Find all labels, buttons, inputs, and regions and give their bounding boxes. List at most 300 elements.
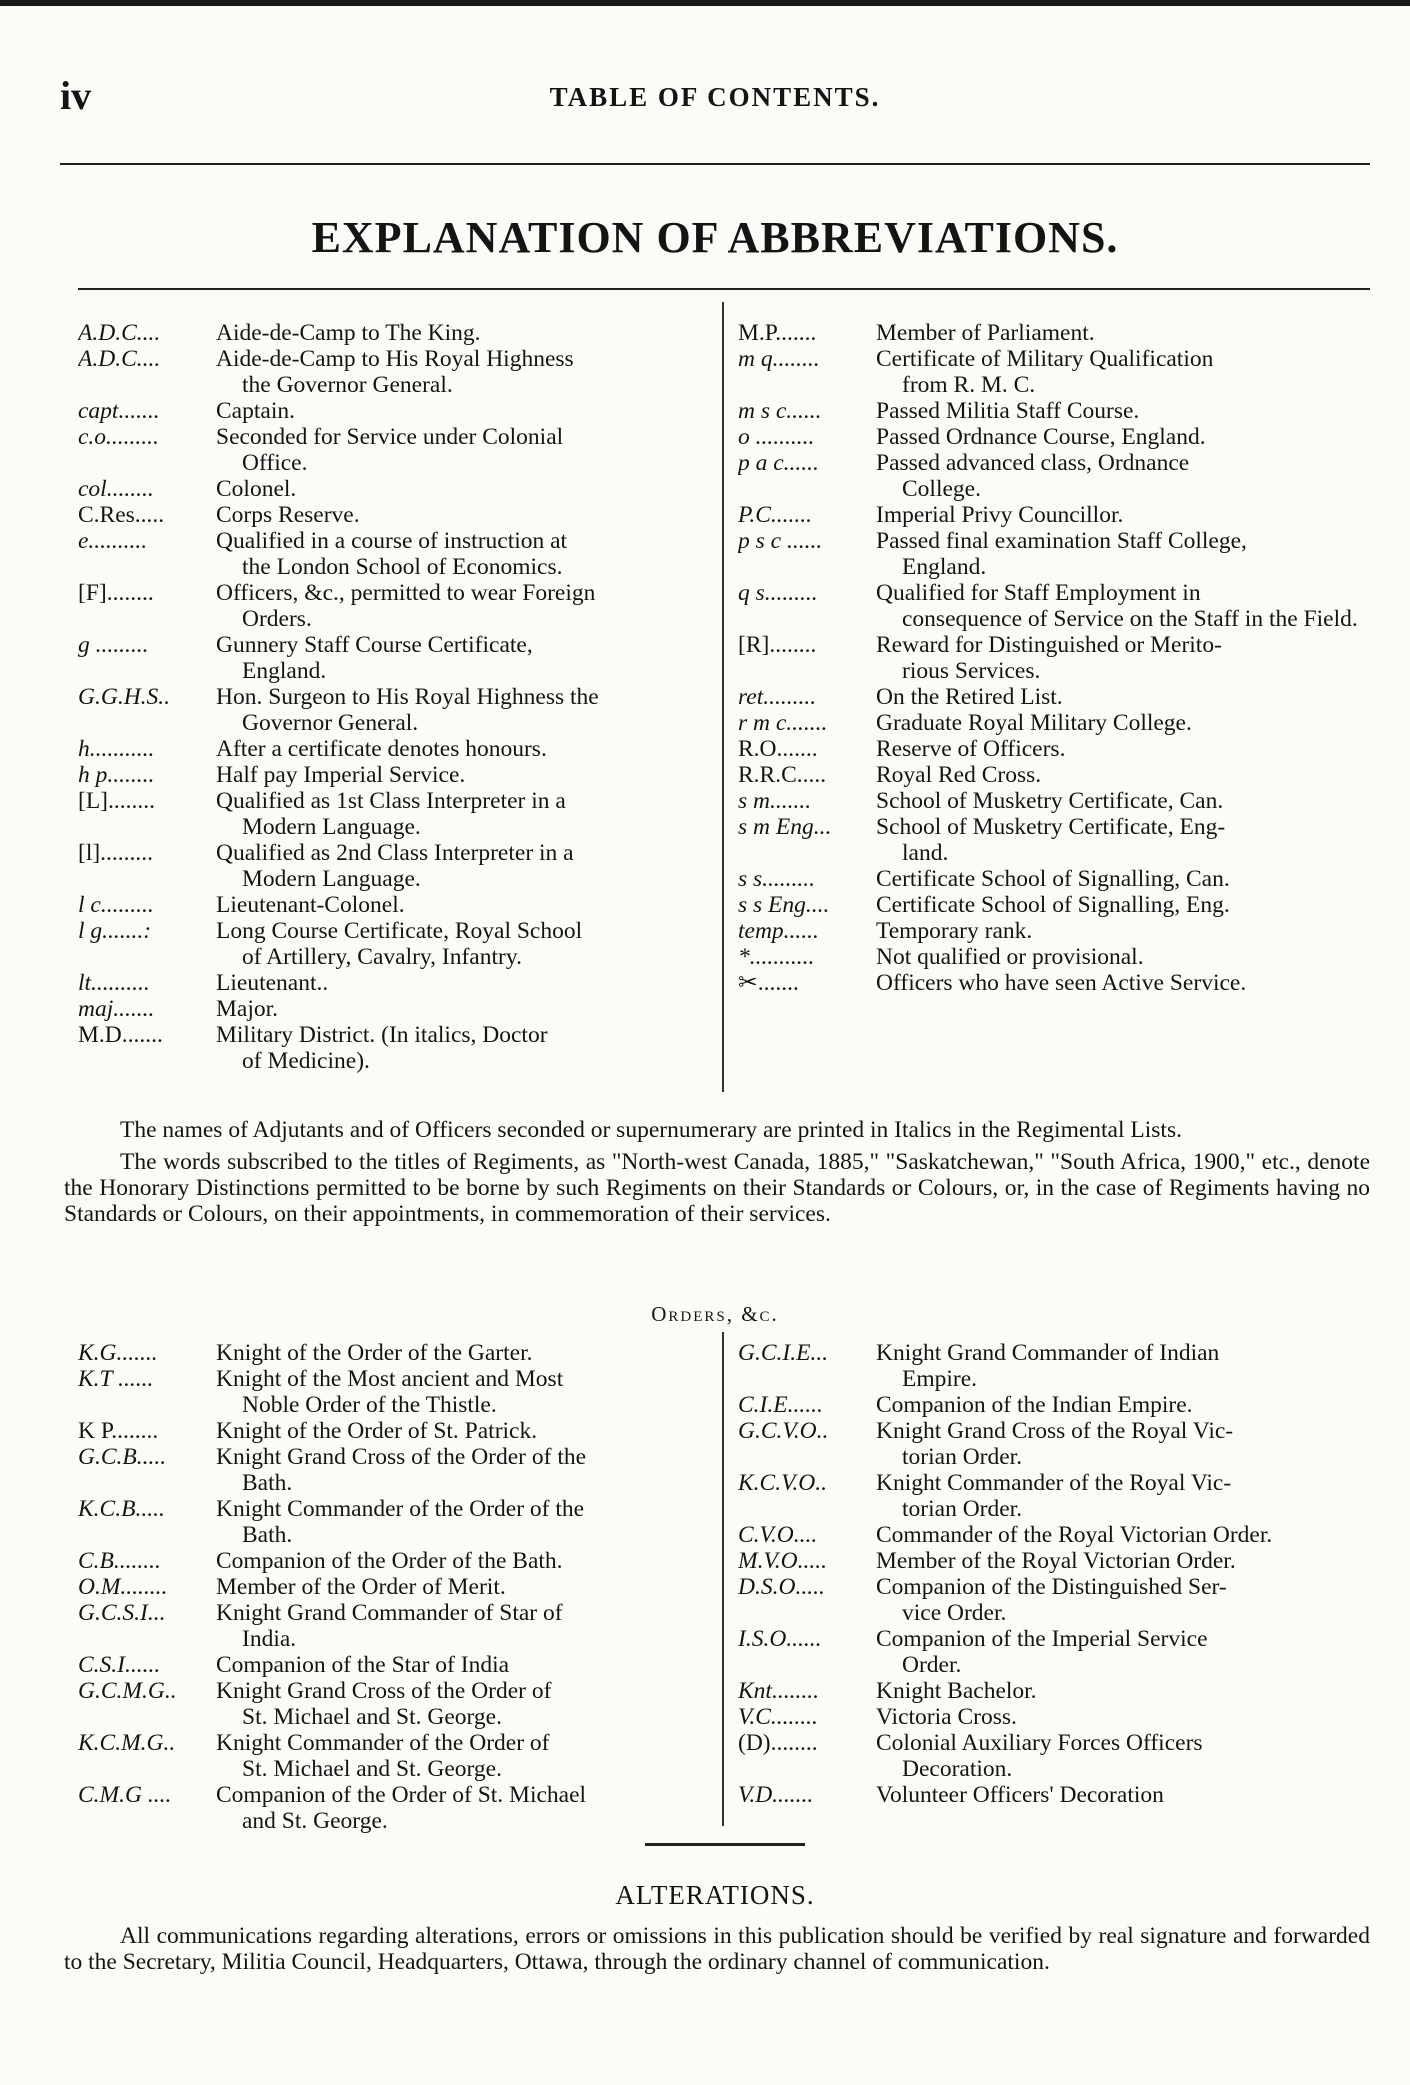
- definition-text: Commander of the Royal Victorian Order.: [876, 1522, 1273, 1548]
- abbreviation-entry: [738, 398, 1368, 424]
- abbreviation-entry: [738, 944, 1368, 970]
- definition-text: Member of Parliament.: [876, 320, 1095, 346]
- abbreviation-definition: [876, 1470, 1368, 1522]
- definition-text: Royal Red Cross.: [876, 762, 1042, 788]
- abbreviation-definition: [216, 1496, 706, 1548]
- definition-continuation: Modern Language.: [242, 814, 421, 840]
- abbreviation-term: G.G.H.S..: [78, 684, 171, 710]
- abbreviation-entry: [738, 1418, 1368, 1470]
- definition-text: Knight of the Order of St. Patrick.: [216, 1418, 538, 1444]
- definition-text: Knight Commander of the Order of: [216, 1730, 550, 1756]
- definition-text: Colonel.: [216, 476, 297, 502]
- abbreviation-entry: [78, 502, 706, 528]
- abbreviation-definition: [216, 892, 706, 918]
- abbreviation-term: R.R.C.....: [738, 762, 827, 788]
- definition-text: Long Course Certificate, Royal School: [216, 918, 583, 944]
- abbreviation-entry: [738, 1470, 1368, 1522]
- abbreviation-definition: [876, 1574, 1368, 1626]
- abbreviation-term: m s c......: [738, 398, 822, 424]
- abbreviation-entry: [78, 1652, 706, 1678]
- abbreviation-definition: [216, 684, 706, 736]
- definition-text: Officers, &c., permitted to wear Foreign: [216, 580, 596, 606]
- abbreviation-term: I.S.O......: [738, 1626, 822, 1652]
- abbreviation-definition: [216, 1022, 706, 1074]
- definition-continuation: torian Order.: [902, 1444, 1023, 1470]
- abbreviation-entry: [78, 736, 706, 762]
- definition-continuation: Bath.: [242, 1522, 293, 1548]
- definition-continuation: consequence of Service on the Staff in the Field.: [902, 606, 1358, 632]
- abbreviation-definition: [216, 970, 706, 996]
- section-rule: [645, 1843, 805, 1846]
- abbreviation-entry: [738, 710, 1368, 736]
- abbreviation-definition: [216, 320, 706, 346]
- abbreviation-term: Knt........: [738, 1678, 819, 1704]
- abbreviation-term: C.M.G ....: [78, 1782, 172, 1808]
- abbreviation-definition: [216, 346, 706, 398]
- definition-text: Knight Bachelor.: [876, 1678, 1037, 1704]
- abbreviation-term: g .........: [78, 632, 149, 658]
- definition-continuation: England.: [242, 658, 327, 684]
- abbreviation-entry: [78, 684, 706, 736]
- abbreviation-definition: [216, 1444, 706, 1496]
- abbreviation-term: e..........: [78, 528, 148, 554]
- abbreviation-definition: [876, 918, 1368, 944]
- abbreviation-entry: [738, 1522, 1368, 1548]
- abbreviation-term: K P........: [78, 1418, 159, 1444]
- definition-continuation: St. Michael and St. George.: [242, 1704, 502, 1730]
- definition-text: Hon. Surgeon to His Royal Highness the: [216, 684, 599, 710]
- notes-block: [64, 1117, 1370, 1227]
- abbreviation-entry: [78, 476, 706, 502]
- definition-text: School of Musketry Certificate, Can.: [876, 788, 1224, 814]
- abbreviation-entry: [738, 970, 1368, 996]
- abbreviation-definition: [876, 1704, 1368, 1730]
- abbreviation-definition: [216, 632, 706, 684]
- abbreviation-definition: [876, 398, 1368, 424]
- definition-continuation: torian Order.: [902, 1496, 1023, 1522]
- abbreviation-term: K.C.V.O..: [738, 1470, 828, 1496]
- definition-text: Reserve of Officers.: [876, 736, 1066, 762]
- abbreviation-term: [L]........: [78, 788, 156, 814]
- abbreviation-entry: [738, 1704, 1368, 1730]
- definition-text: Knight of the Most ancient and Most: [216, 1366, 564, 1392]
- abbreviation-definition: [876, 970, 1368, 996]
- abbreviation-entry: [738, 346, 1368, 398]
- orders-left-column: [78, 1340, 706, 1834]
- abbreviation-entry: [738, 814, 1368, 866]
- abbreviation-definition: [876, 814, 1368, 866]
- abbreviation-entry: [738, 866, 1368, 892]
- definition-text: Knight Commander of the Royal Vic-: [876, 1470, 1232, 1496]
- abbreviation-term: ✂.......: [738, 970, 799, 996]
- abbreviation-term: *...........: [738, 944, 815, 970]
- definition-text: Knight Grand Cross of the Order of the: [216, 1444, 587, 1470]
- definition-text: On the Retired List.: [876, 684, 1063, 710]
- abbreviation-entry: [78, 424, 706, 476]
- definition-text: Lieutenant..: [216, 970, 329, 996]
- definition-text: Passed Militia Staff Course.: [876, 398, 1140, 424]
- abbreviation-term: p s c ......: [738, 528, 823, 554]
- definition-continuation: Decoration.: [902, 1756, 1013, 1782]
- abbreviation-entry: [78, 1340, 706, 1366]
- definition-continuation: England.: [902, 554, 987, 580]
- abbreviation-entry: [78, 346, 706, 398]
- column-divider: [722, 302, 724, 1092]
- abbreviation-term: s m.......: [738, 788, 812, 814]
- abbreviation-term: maj.......: [78, 996, 155, 1022]
- definition-text: Member of the Order of Merit.: [216, 1574, 506, 1600]
- abbreviation-entry: [78, 320, 706, 346]
- abbreviation-definition: [876, 684, 1368, 710]
- abbreviation-definition: [216, 1418, 706, 1444]
- abbreviation-entry: [738, 762, 1368, 788]
- definition-text: Companion of the Order of the Bath.: [216, 1548, 563, 1574]
- abbreviation-term: O.M........: [78, 1574, 168, 1600]
- definition-text: Certificate School of Signalling, Eng.: [876, 892, 1230, 918]
- abbreviation-entry: [738, 788, 1368, 814]
- abbreviation-term: ret.........: [738, 684, 817, 710]
- abbreviation-entry: [738, 320, 1368, 346]
- abbreviation-entry: [78, 1782, 706, 1834]
- definition-text: Volunteer Officers' Decoration: [876, 1782, 1164, 1808]
- definition-text: Officers who have seen Active Service.: [876, 970, 1247, 996]
- definition-text: Passed final examination Staff College,: [876, 528, 1247, 554]
- abbreviation-entry: [738, 1782, 1368, 1808]
- abbreviation-term: (D)........: [738, 1730, 818, 1756]
- abbreviation-entry: [78, 996, 706, 1022]
- abbreviation-entry: [738, 580, 1368, 632]
- abbreviations-right-column: [738, 320, 1368, 996]
- definition-text: Knight of the Order of the Garter.: [216, 1340, 533, 1366]
- abbreviation-entry: [738, 424, 1368, 450]
- abbreviation-definition: [876, 762, 1368, 788]
- abbreviation-entry: [78, 762, 706, 788]
- definition-continuation: land.: [902, 840, 949, 866]
- abbreviation-entry: [738, 1392, 1368, 1418]
- definition-continuation: the Governor General.: [242, 372, 453, 398]
- definition-text: Military District. (In italics, Doctor: [216, 1022, 548, 1048]
- abbreviation-entry: [78, 840, 706, 892]
- abbreviation-term: V.C........: [738, 1704, 818, 1730]
- definition-text: Certificate School of Signalling, Can.: [876, 866, 1230, 892]
- abbreviation-definition: [216, 762, 706, 788]
- abbreviation-definition: [216, 1730, 706, 1782]
- definition-text: Knight Grand Cross of the Order of: [216, 1678, 552, 1704]
- abbreviation-definition: [876, 580, 1368, 632]
- abbreviation-definition: [216, 788, 706, 840]
- abbreviation-term: q s.........: [738, 580, 818, 606]
- definition-text: Lieutenant-Colonel.: [216, 892, 405, 918]
- abbreviation-definition: [876, 346, 1368, 398]
- abbreviation-term: K.C.B.....: [78, 1496, 165, 1522]
- abbreviation-term: temp......: [738, 918, 819, 944]
- abbreviation-definition: [876, 1392, 1368, 1418]
- definition-text: Qualified as 2nd Class Interpreter in a: [216, 840, 574, 866]
- abbreviation-definition: [216, 1548, 706, 1574]
- definition-text: Imperial Privy Councillor.: [876, 502, 1124, 528]
- abbreviation-entry: [738, 632, 1368, 684]
- abbreviation-definition: [216, 398, 706, 424]
- definition-continuation: Empire.: [902, 1366, 978, 1392]
- abbreviation-term: K.G.......: [78, 1340, 158, 1366]
- alterations-title: ALTERATIONS.: [615, 1880, 815, 1910]
- definition-text: Companion of the Indian Empire.: [876, 1392, 1193, 1418]
- definition-text: Companion of the Star of India: [216, 1652, 510, 1678]
- abbreviation-definition: [216, 1600, 706, 1652]
- definition-continuation: from R. M. C.: [902, 372, 1036, 398]
- abbreviations-section: [78, 320, 1368, 1100]
- definition-text: Reward for Distinguished or Merito-: [876, 632, 1222, 658]
- abbreviation-entry: [738, 684, 1368, 710]
- abbreviation-definition: [216, 840, 706, 892]
- abbreviation-definition: [876, 424, 1368, 450]
- abbreviation-term: lt..........: [78, 970, 150, 996]
- definition-text: Companion of the Imperial Service: [876, 1626, 1208, 1652]
- definition-text: School of Musketry Certificate, Eng-: [876, 814, 1226, 840]
- header-rule: [60, 163, 1370, 165]
- title-rule: [78, 288, 1370, 290]
- abbreviation-definition: [876, 1678, 1368, 1704]
- abbreviation-definition: [876, 1626, 1368, 1678]
- abbreviation-term: V.D.......: [738, 1782, 814, 1808]
- definition-continuation: Modern Language.: [242, 866, 421, 892]
- definition-text: Major.: [216, 996, 279, 1022]
- abbreviation-definition: [216, 580, 706, 632]
- abbreviation-definition: [876, 788, 1368, 814]
- abbreviation-entry: [78, 1496, 706, 1548]
- definition-continuation: of Medicine).: [242, 1048, 370, 1074]
- abbreviation-definition: [876, 944, 1368, 970]
- abbreviation-term: G.C.I.E...: [738, 1340, 829, 1366]
- orders-section: [78, 1340, 1368, 1840]
- abbreviation-term: R.O.......: [738, 736, 818, 762]
- abbreviation-term: G.C.V.O..: [738, 1418, 829, 1444]
- definition-continuation: Bath.: [242, 1470, 293, 1496]
- abbreviation-term: K.C.M.G..: [78, 1730, 176, 1756]
- abbreviation-term: P.C.......: [738, 502, 812, 528]
- definition-text: Victoria Cross.: [876, 1704, 1017, 1730]
- note-paragraph: The names of Adjutants and of Officers seconded or supernumerary are printed in Italics in the Regimental Lists.: [120, 1117, 1182, 1143]
- abbreviation-definition: [876, 450, 1368, 502]
- column-divider: [722, 1332, 724, 1826]
- definition-text: Temporary rank.: [876, 918, 1033, 944]
- definition-text: Not qualified or provisional.: [876, 944, 1144, 970]
- abbreviation-term: [F]........: [78, 580, 154, 606]
- abbreviation-term: C.I.E......: [738, 1392, 823, 1418]
- abbreviation-definition: [216, 1678, 706, 1730]
- abbreviation-entry: [738, 450, 1368, 502]
- definition-continuation: St. Michael and St. George.: [242, 1756, 502, 1782]
- abbreviation-definition: [876, 1782, 1368, 1808]
- abbreviation-term: h...........: [78, 736, 155, 762]
- definition-text: Knight Commander of the Order of the: [216, 1496, 585, 1522]
- abbreviation-term: l g.......:: [78, 918, 152, 944]
- definition-text: Passed Ordnance Course, England.: [876, 424, 1206, 450]
- definition-text: Knight Grand Commander of Indian: [876, 1340, 1220, 1366]
- abbreviation-term: r m c.......: [738, 710, 828, 736]
- definition-continuation: vice Order.: [902, 1600, 1007, 1626]
- abbreviation-term: s s Eng....: [738, 892, 830, 918]
- abbreviation-term: A.D.C....: [78, 320, 161, 346]
- abbreviation-term: A.D.C....: [78, 346, 161, 372]
- abbreviation-definition: [216, 502, 706, 528]
- abbreviation-term: G.C.B.....: [78, 1444, 167, 1470]
- abbreviation-term: M.V.O.....: [738, 1548, 827, 1574]
- abbreviation-term: M.P.......: [738, 320, 817, 346]
- abbreviation-entry: [738, 918, 1368, 944]
- abbreviation-entry: [738, 892, 1368, 918]
- definition-text: Half pay Imperial Service.: [216, 762, 466, 788]
- definition-continuation: College.: [902, 476, 981, 502]
- definition-text: Colonial Auxiliary Forces Officers: [876, 1730, 1203, 1756]
- abbreviation-definition: [876, 1522, 1368, 1548]
- abbreviation-entry: [78, 528, 706, 580]
- page-header: [60, 72, 1370, 122]
- abbreviation-entry: [738, 502, 1368, 528]
- abbreviation-entry: [738, 1340, 1368, 1392]
- abbreviation-term: G.C.S.I...: [78, 1600, 166, 1626]
- abbreviation-entry: [78, 892, 706, 918]
- abbreviation-term: G.C.M.G..: [78, 1678, 177, 1704]
- abbreviation-term: M.D.......: [78, 1022, 163, 1048]
- definition-continuation: Noble Order of the Thistle.: [242, 1392, 497, 1418]
- abbreviation-entry: [78, 1418, 706, 1444]
- abbreviation-definition: [216, 1652, 706, 1678]
- abbreviation-definition: [876, 866, 1368, 892]
- abbreviation-entry: [78, 970, 706, 996]
- abbreviation-entry: [738, 1626, 1368, 1678]
- abbreviation-term: [R]........: [738, 632, 817, 658]
- abbreviation-definition: [876, 710, 1368, 736]
- definition-text: Knight Grand Cross of the Royal Vic-: [876, 1418, 1234, 1444]
- definition-text: Aide-de-Camp to The King.: [216, 320, 481, 346]
- abbreviation-definition: [876, 1730, 1368, 1782]
- abbreviation-term: col........: [78, 476, 154, 502]
- abbreviation-definition: [876, 892, 1368, 918]
- definition-text: Companion of the Distinguished Ser-: [876, 1574, 1227, 1600]
- abbreviation-definition: [216, 1340, 706, 1366]
- abbreviation-definition: [216, 1574, 706, 1600]
- abbreviation-definition: [216, 528, 706, 580]
- abbreviation-term: p a c......: [738, 450, 819, 476]
- abbreviation-entry: [738, 1730, 1368, 1782]
- definition-text: Captain.: [216, 398, 295, 424]
- top-border: [0, 0, 1410, 6]
- abbreviation-entry: [738, 1678, 1368, 1704]
- definition-continuation: Governor General.: [242, 710, 419, 736]
- abbreviation-term: K.T ......: [78, 1366, 154, 1392]
- abbreviation-entry: [78, 632, 706, 684]
- abbreviation-definition: [216, 918, 706, 970]
- abbreviation-entry: [78, 580, 706, 632]
- abbreviation-entry: [78, 788, 706, 840]
- abbreviation-entry: [738, 1574, 1368, 1626]
- abbreviation-definition: [216, 1366, 706, 1418]
- definition-text: Member of the Royal Victorian Order.: [876, 1548, 1236, 1574]
- abbreviation-term: C.S.I......: [78, 1652, 161, 1678]
- abbreviation-term: s m Eng...: [738, 814, 832, 840]
- definition-text: Companion of the Order of St. Michael: [216, 1782, 587, 1808]
- abbreviation-term: l c.........: [78, 892, 154, 918]
- abbreviation-entry: [78, 1574, 706, 1600]
- abbreviation-term: C.B........: [78, 1548, 161, 1574]
- definition-text: Passed advanced class, Ordnance: [876, 450, 1190, 476]
- abbreviation-definition: [876, 1548, 1368, 1574]
- abbreviation-term: C.Res.....: [78, 502, 165, 528]
- definition-text: Aide-de-Camp to His Royal Highness: [216, 346, 574, 372]
- abbreviation-entry: [738, 736, 1368, 762]
- definition-continuation: and St. George.: [242, 1808, 388, 1834]
- abbreviation-entry: [78, 918, 706, 970]
- abbreviation-definition: [216, 996, 706, 1022]
- definition-continuation: rious Services.: [902, 658, 1041, 684]
- alterations-block: [64, 1923, 1370, 1975]
- abbreviations-left-column: [78, 320, 706, 1074]
- definition-continuation: of Artillery, Cavalry, Infantry.: [242, 944, 522, 970]
- abbreviation-entry: [78, 1022, 706, 1074]
- note-paragraph: The words subscribed to the titles of Regiments, as "North-west Canada, 1885," "Saskatchewan," "South Africa, 1900," etc., denote the Honorary Distinctions permitted to be borne by such Regiments on their Standards or Colours, or, in the case of Regiments having no Standards or Colours, on their appointments, in commemoration of their services.: [64, 1149, 1370, 1227]
- abbreviation-entry: [78, 1548, 706, 1574]
- running-title: TABLE OF CONTENTS.: [549, 82, 881, 112]
- abbreviation-entry: [78, 1444, 706, 1496]
- abbreviation-entry: [738, 528, 1368, 580]
- abbreviation-definition: [876, 736, 1368, 762]
- definition-text: Gunnery Staff Course Certificate,: [216, 632, 533, 658]
- orders-right-column: [738, 1340, 1368, 1808]
- abbreviation-term: s s.........: [738, 866, 816, 892]
- abbreviation-definition: [216, 476, 706, 502]
- abbreviation-term: c.o.........: [78, 424, 159, 450]
- page-title: EXPLANATION OF ABBREVIATIONS.: [311, 213, 1119, 262]
- abbreviation-entry: [78, 398, 706, 424]
- definition-text: Qualified in a course of instruction at: [216, 528, 568, 554]
- abbreviation-definition: [216, 1782, 706, 1834]
- abbreviation-entry: [78, 1730, 706, 1782]
- definition-continuation: Order.: [902, 1652, 962, 1678]
- abbreviation-entry: [78, 1600, 706, 1652]
- abbreviation-definition: [876, 502, 1368, 528]
- definition-text: Qualified as 1st Class Interpreter in a: [216, 788, 566, 814]
- abbreviation-term: o ..........: [738, 424, 815, 450]
- definition-continuation: Orders.: [242, 606, 312, 632]
- abbreviation-term: h p........: [78, 762, 155, 788]
- abbreviation-definition: [876, 320, 1368, 346]
- abbreviation-definition: [216, 736, 706, 762]
- abbreviation-definition: [216, 424, 706, 476]
- abbreviation-term: [l].........: [78, 840, 154, 866]
- abbreviation-term: capt.......: [78, 398, 160, 424]
- abbreviation-definition: [876, 1340, 1368, 1392]
- abbreviation-term: C.V.O....: [738, 1522, 818, 1548]
- definition-continuation: the London School of Economics.: [242, 554, 563, 580]
- abbreviation-definition: [876, 528, 1368, 580]
- definition-text: Certificate of Military Qualification: [876, 346, 1214, 372]
- abbreviation-term: D.S.O.....: [738, 1574, 825, 1600]
- abbreviation-definition: [876, 1418, 1368, 1470]
- page-number: iv: [60, 73, 92, 118]
- orders-heading: Orders, &c.: [651, 1302, 779, 1326]
- definition-text: Graduate Royal Military College.: [876, 710, 1192, 736]
- definition-text: Corps Reserve.: [216, 502, 360, 528]
- abbreviation-entry: [78, 1678, 706, 1730]
- abbreviation-term: m q........: [738, 346, 820, 372]
- definition-text: Qualified for Staff Employment in: [876, 580, 1201, 606]
- definition-text: Seconded for Service under Colonial: [216, 424, 564, 450]
- definition-continuation: India.: [242, 1626, 297, 1652]
- definition-text: Knight Grand Commander of Star of: [216, 1600, 563, 1626]
- abbreviation-entry: [738, 1548, 1368, 1574]
- definition-text: After a certificate denotes honours.: [216, 736, 547, 762]
